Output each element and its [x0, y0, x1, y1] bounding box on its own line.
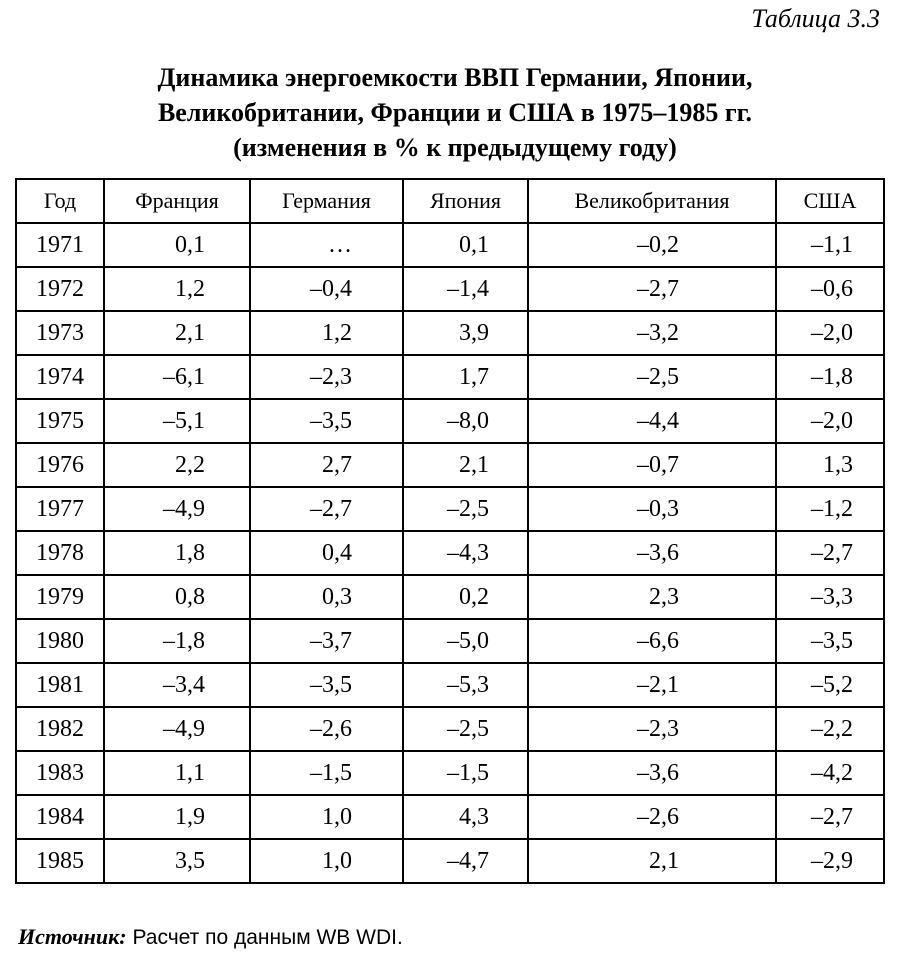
- japan-cell: –2,5: [403, 487, 528, 531]
- header-germany: Германия: [250, 179, 403, 223]
- year-cell: 1981: [16, 663, 104, 707]
- year-cell: 1974: [16, 355, 104, 399]
- japan-cell: 1,7: [403, 355, 528, 399]
- usa-cell: 1,3: [776, 443, 884, 487]
- japan-cell: –4,3: [403, 531, 528, 575]
- table-row: [16, 707, 884, 751]
- japan-cell: –1,5: [403, 751, 528, 795]
- japan-cell: 0,1: [403, 223, 528, 267]
- japan-cell: –8,0: [403, 399, 528, 443]
- year-cell: 1972: [16, 267, 104, 311]
- title-line-1: Динамика энергоемкости ВВП Германии, Японии,: [157, 63, 753, 92]
- source-note: [18, 924, 403, 950]
- table-row: [16, 531, 884, 575]
- japan-cell: 3,9: [403, 311, 528, 355]
- title-line-3: (изменения в % к предыдущему году): [233, 133, 677, 162]
- france-cell: 1,1: [104, 751, 250, 795]
- france-cell: –4,9: [104, 487, 250, 531]
- uk-cell: –4,4: [528, 399, 776, 443]
- france-cell: –1,8: [104, 619, 250, 663]
- uk-cell: –2,7: [528, 267, 776, 311]
- uk-cell: –0,2: [528, 223, 776, 267]
- usa-cell: –3,5: [776, 619, 884, 663]
- france-cell: 1,2: [104, 267, 250, 311]
- usa-cell: –2,7: [776, 531, 884, 575]
- table-header-row: [16, 179, 884, 223]
- usa-cell: –2,2: [776, 707, 884, 751]
- germany-cell: 1,0: [250, 795, 403, 839]
- table-title: [0, 60, 910, 165]
- germany-cell: …: [250, 223, 403, 267]
- year-cell: 1971: [16, 223, 104, 267]
- usa-cell: –2,9: [776, 839, 884, 883]
- germany-cell: –1,5: [250, 751, 403, 795]
- japan-cell: 2,1: [403, 443, 528, 487]
- france-cell: –6,1: [104, 355, 250, 399]
- table-number-label: Таблица 3.3: [751, 4, 880, 33]
- source-label: Источник:: [18, 924, 127, 949]
- uk-cell: –3,6: [528, 751, 776, 795]
- table-row: [16, 355, 884, 399]
- germany-cell: –2,3: [250, 355, 403, 399]
- year-cell: 1978: [16, 531, 104, 575]
- usa-cell: –4,2: [776, 751, 884, 795]
- year-cell: 1985: [16, 839, 104, 883]
- header-uk: Великобритания: [528, 179, 776, 223]
- france-cell: 1,8: [104, 531, 250, 575]
- france-cell: 2,1: [104, 311, 250, 355]
- uk-cell: 2,3: [528, 575, 776, 619]
- japan-cell: –1,4: [403, 267, 528, 311]
- table-row: [16, 575, 884, 619]
- table-row: [16, 619, 884, 663]
- year-cell: 1982: [16, 707, 104, 751]
- uk-cell: –2,5: [528, 355, 776, 399]
- france-cell: 2,2: [104, 443, 250, 487]
- uk-cell: –2,3: [528, 707, 776, 751]
- header-usa: США: [776, 179, 884, 223]
- usa-cell: –5,2: [776, 663, 884, 707]
- uk-cell: –2,6: [528, 795, 776, 839]
- germany-cell: 1,0: [250, 839, 403, 883]
- germany-cell: –2,6: [250, 707, 403, 751]
- germany-cell: 2,7: [250, 443, 403, 487]
- japan-cell: –2,5: [403, 707, 528, 751]
- germany-cell: –2,7: [250, 487, 403, 531]
- header-japan: Япония: [403, 179, 528, 223]
- usa-cell: –2,0: [776, 399, 884, 443]
- germany-cell: –3,5: [250, 663, 403, 707]
- title-line-2: Великобритании, Франции и США в 1975–1985 гг.: [157, 98, 753, 127]
- table-row: [16, 663, 884, 707]
- france-cell: 1,9: [104, 795, 250, 839]
- table-row: [16, 795, 884, 839]
- year-cell: 1983: [16, 751, 104, 795]
- year-cell: 1973: [16, 311, 104, 355]
- table-row: [16, 223, 884, 267]
- japan-cell: –5,3: [403, 663, 528, 707]
- table-body: [16, 223, 884, 883]
- uk-cell: –0,3: [528, 487, 776, 531]
- germany-cell: –0,4: [250, 267, 403, 311]
- usa-cell: –1,8: [776, 355, 884, 399]
- france-cell: –5,1: [104, 399, 250, 443]
- france-cell: 3,5: [104, 839, 250, 883]
- usa-cell: –2,7: [776, 795, 884, 839]
- usa-cell: –0,6: [776, 267, 884, 311]
- year-cell: 1977: [16, 487, 104, 531]
- japan-cell: 0,2: [403, 575, 528, 619]
- table-row: [16, 487, 884, 531]
- uk-cell: –0,7: [528, 443, 776, 487]
- japan-cell: –5,0: [403, 619, 528, 663]
- usa-cell: –1,2: [776, 487, 884, 531]
- germany-cell: 0,3: [250, 575, 403, 619]
- germany-cell: 0,4: [250, 531, 403, 575]
- germany-cell: –3,7: [250, 619, 403, 663]
- uk-cell: –2,1: [528, 663, 776, 707]
- germany-cell: 1,2: [250, 311, 403, 355]
- table-row: [16, 443, 884, 487]
- table-row: [16, 267, 884, 311]
- year-cell: 1976: [16, 443, 104, 487]
- uk-cell: 2,1: [528, 839, 776, 883]
- usa-cell: –1,1: [776, 223, 884, 267]
- uk-cell: –3,2: [528, 311, 776, 355]
- france-cell: 0,1: [104, 223, 250, 267]
- header-year: Год: [16, 179, 104, 223]
- year-cell: 1980: [16, 619, 104, 663]
- year-cell: 1984: [16, 795, 104, 839]
- energy-intensity-table: [15, 178, 885, 884]
- table-row: [16, 839, 884, 883]
- uk-cell: –6,6: [528, 619, 776, 663]
- table-row: [16, 751, 884, 795]
- uk-cell: –3,6: [528, 531, 776, 575]
- table-row: [16, 399, 884, 443]
- table-row: [16, 311, 884, 355]
- source-text: Расчет по данным WB WDI.: [132, 926, 403, 949]
- japan-cell: –4,7: [403, 839, 528, 883]
- year-cell: 1979: [16, 575, 104, 619]
- france-cell: –4,9: [104, 707, 250, 751]
- usa-cell: –3,3: [776, 575, 884, 619]
- usa-cell: –2,0: [776, 311, 884, 355]
- header-france: Франция: [104, 179, 250, 223]
- japan-cell: 4,3: [403, 795, 528, 839]
- year-cell: 1975: [16, 399, 104, 443]
- france-cell: –3,4: [104, 663, 250, 707]
- france-cell: 0,8: [104, 575, 250, 619]
- germany-cell: –3,5: [250, 399, 403, 443]
